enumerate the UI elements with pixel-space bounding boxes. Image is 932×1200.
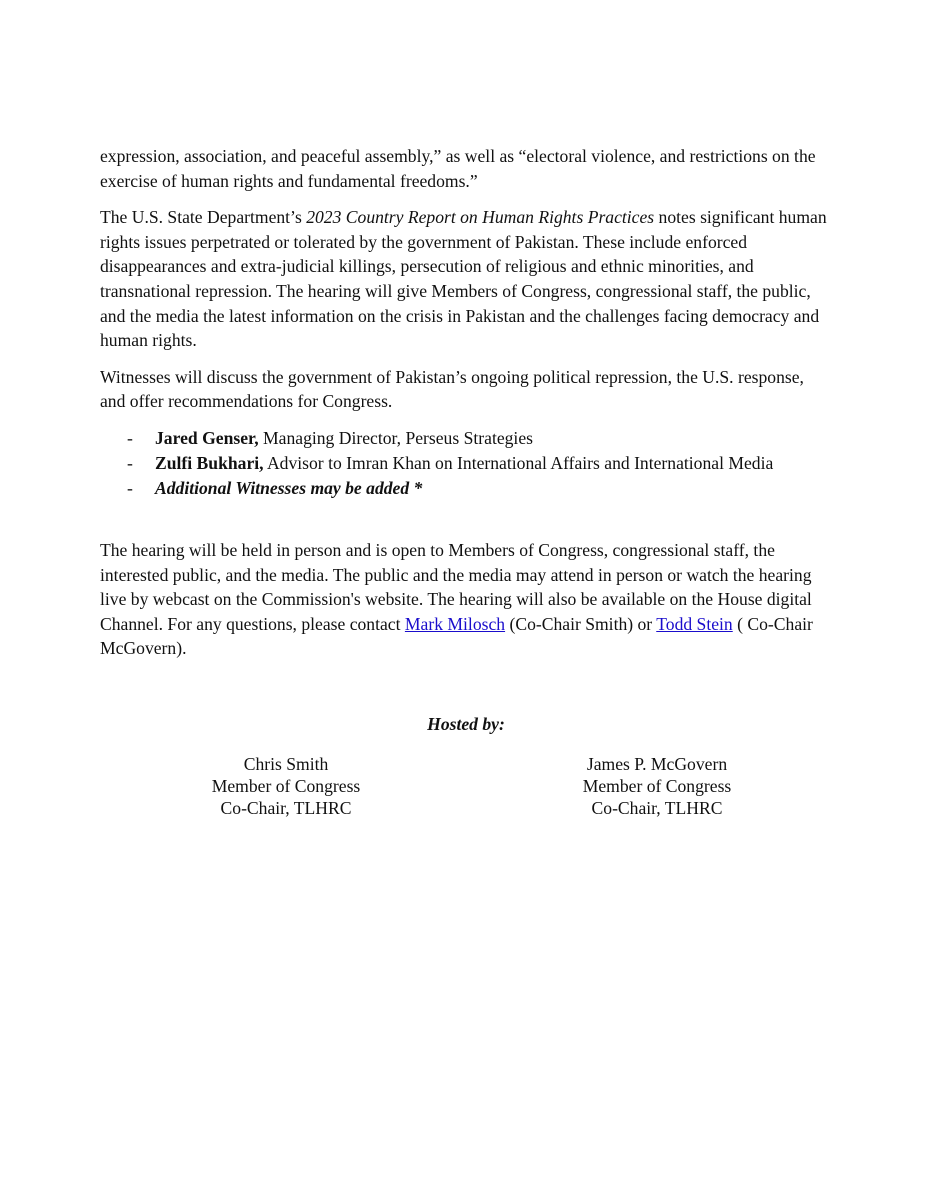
witness-name: Jared Genser, [155, 427, 259, 448]
witness-list [100, 426, 830, 501]
witness-role: Advisor to Imran Khan on International Affairs and International Media [263, 452, 774, 473]
host-name: James P. McGovern [586, 754, 728, 774]
witness-item [100, 426, 830, 451]
host-position: Member of Congress [211, 776, 361, 796]
host-name: Chris Smith [243, 754, 329, 774]
report-title: 2023 Country Report on Human Rights Practices [306, 207, 655, 228]
document-body [100, 144, 830, 673]
host-role: Co-Chair, TLHRC [220, 798, 352, 818]
report-intro-text: The U.S. State Department’s [100, 207, 307, 228]
contact-link-todd-stein[interactable]: Todd Stein [656, 613, 733, 634]
host-block-james-mcgovern [507, 753, 807, 819]
contact-link-mark-milosch[interactable]: Mark Milosch [404, 613, 506, 634]
witness-role: Managing Director, Perseus Strategies [258, 427, 533, 448]
host-block-chris-smith [136, 753, 436, 819]
list-bullet: - [127, 452, 133, 473]
additional-witnesses-note: Additional Witnesses may be added * [155, 477, 423, 498]
list-bullet: - [127, 427, 133, 448]
paragraph-rights-quote: expression, association, and peaceful assembly,” as well as “electoral violence, and restrictions on the exercise of human rights and fundamental freedoms.” [100, 146, 816, 191]
hosted-by-heading: Hosted by: [427, 714, 505, 734]
paragraph-hearing-details [100, 538, 830, 661]
host-position: Member of Congress [582, 776, 732, 796]
paragraph-witnesses-intro: Witnesses will discuss the government of Pakistan’s ongoing political repression, the U.S. response, and offer recommendations for Congress. [100, 366, 804, 412]
witness-item [100, 476, 830, 501]
contact1-suffix: (Co-Chair Smith) or [505, 613, 657, 634]
list-bullet: - [127, 477, 133, 498]
report-summary-text: notes significant human rights issues perpetrated or tolerated by the government of Pakistan. These include enforced disappearances and extra-judicial killings, persecution of religious and ethnic minorities, and transnational repression. The hearing will give Members of Congress, congressional staff, the public, and the media the latest information on the crisis in Pakistan and the challenges facing democracy and human rights. [100, 207, 827, 351]
hearing-details-text: The hearing will be held in person and is open to Members of Congress, congressional staff, the interested public, and the media. The public and the media may attend in person or watch the hearing live by webcast on the Commission's website. The hearing will also be available on the House digital Channel. For any questions, please contact [100, 539, 812, 634]
contact2-suffix: ( Co-Chair McGovern). [100, 613, 813, 659]
witness-item [100, 451, 830, 476]
host-role: Co-Chair, TLHRC [591, 798, 723, 818]
paragraph-state-department-report [100, 205, 830, 353]
witness-name: Zulfi Bukhari, [155, 452, 264, 473]
